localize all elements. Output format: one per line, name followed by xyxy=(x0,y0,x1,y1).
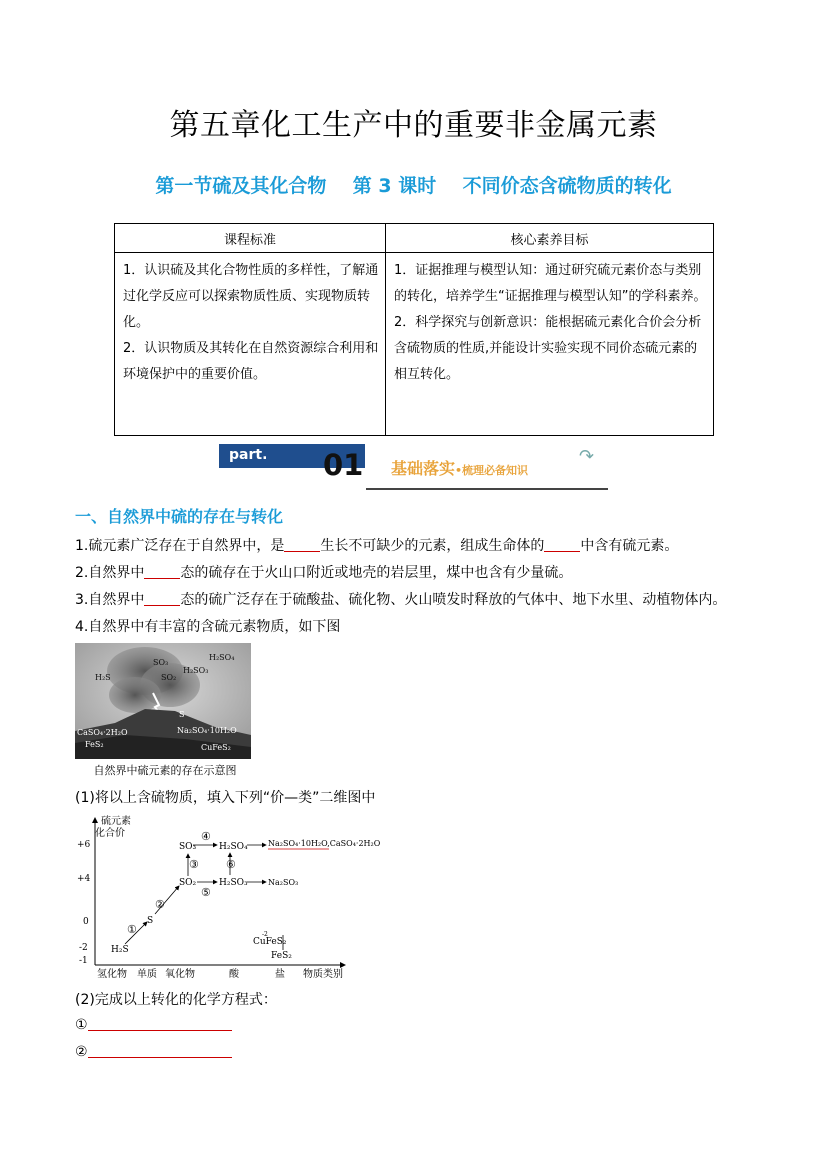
node-h2so3: H₂SO₃ xyxy=(219,878,248,888)
banner-heading xyxy=(391,456,528,479)
node-h2s: H₂S xyxy=(111,945,129,955)
goal-item: 1．证据推理与模型认知：通过研究硫元素价态与类别的转化，培养学生“证据推理与模型认知”的学科素养。 xyxy=(394,263,707,304)
banner-number: 01 xyxy=(323,448,364,482)
standards-cell xyxy=(115,253,386,436)
x-tick: 盐 xyxy=(275,969,285,980)
page-title: 第五章化工生产中的重要非金属元素 xyxy=(169,108,658,143)
banner-underline xyxy=(366,488,608,490)
question-2 xyxy=(75,562,572,582)
equation-marker: ① xyxy=(75,1017,88,1033)
question-text: 态的硫存在于火山口附近或地壳的岩层里，煤中也含有少量硫。 xyxy=(180,565,573,581)
volcano-photo xyxy=(75,643,251,759)
y-tick: -2 xyxy=(79,943,88,953)
step-6: ⑥ xyxy=(226,858,236,871)
question-text: 1.硫元素广泛存在于自然界中，是 xyxy=(75,538,285,554)
answer-blank[interactable] xyxy=(544,537,580,552)
photo-label-so2: SO₂ xyxy=(161,673,177,682)
photo-caption: 自然界中硫元素的存在示意图 xyxy=(93,764,237,777)
lesson-subtitle: 第一节硫及其化合物 第 3 课时 不同价态含硫物质的转化 xyxy=(155,175,672,197)
banner-part-label: part. xyxy=(229,447,268,463)
node-so3: SO₃ xyxy=(179,842,197,852)
node-s: S xyxy=(147,916,154,926)
photo-label-h2so3: H₂SO₃ xyxy=(183,666,209,675)
standard-item: 1．认识硫及其化合物性质的多样性，了解通过化学反应可以探索物质性质、实现物质转化。 xyxy=(123,263,379,330)
y-tick: 0 xyxy=(83,917,89,927)
question-text: 3.自然界中 xyxy=(75,592,145,608)
step-5: ⑤ xyxy=(201,886,211,899)
goal-item: 2．科学探究与创新意识：能根据硫元素化合价会分析含硫物质的性质,并能设计实验实现不同价态硫元素的相互转化。 xyxy=(394,315,702,382)
answer-blank[interactable] xyxy=(88,1043,232,1058)
y-tick: +6 xyxy=(77,840,91,850)
swirl-icon: ↷ xyxy=(579,446,595,467)
sub-question-1: (1)将以上含硫物质，填入下列“价—类”二维图中 xyxy=(75,790,376,806)
banner-dot: • xyxy=(455,464,463,477)
y-tick: -1 xyxy=(79,956,88,966)
banner-small-text: 梳理必备知识 xyxy=(462,464,529,477)
column-header-standards: 课程标准 xyxy=(115,224,386,253)
y-tick: +4 xyxy=(77,874,91,884)
question-text: 中含有硫元素。 xyxy=(580,538,679,554)
x-tick: 单质 xyxy=(137,969,157,980)
node-h2so4: H₂SO₄ xyxy=(219,842,248,852)
node-fes2: FeS₂ xyxy=(271,951,292,961)
photo-label-cufes2: CuFeS₂ xyxy=(201,743,231,752)
step-2: ② xyxy=(155,898,165,911)
node-cufes2: CuFeS₂ xyxy=(253,937,287,947)
x-tick: 氧化物 xyxy=(165,969,195,980)
answer-blank[interactable] xyxy=(144,564,180,579)
part-banner xyxy=(219,444,609,494)
photo-label-fes2: FeS₂ xyxy=(85,740,104,749)
question-4: 4.自然界中有丰富的含硫元素物质，如下图 xyxy=(75,619,341,635)
sub-question-2: (2)完成以上转化的化学方程式： xyxy=(75,992,277,1008)
question-text: 2.自然界中 xyxy=(75,565,145,581)
photo-label-h2s: H₂S xyxy=(95,673,111,682)
question-1 xyxy=(75,535,678,555)
question-3 xyxy=(75,589,726,609)
step-3: ③ xyxy=(189,858,199,871)
node-sulfate-salts: Na₂SO₄·10H₂O,CaSO₄·2H₂O xyxy=(268,839,381,848)
node-cu-valence: -2 xyxy=(262,931,268,938)
photo-label-caso4: CaSO₄·2H₂O xyxy=(77,728,128,737)
photo-label-na2so4: Na₂SO₄·10H₂O xyxy=(177,726,237,735)
photo-label-h2so4: H₂SO₄ xyxy=(209,653,235,662)
photo-label-s: S xyxy=(179,710,185,719)
answer-blank[interactable] xyxy=(88,1016,232,1031)
valence-category-diagram xyxy=(75,810,400,985)
question-text: 态的硫广泛存在于硫酸盐、硫化物、火山喷发时释放的气体中、地下水里、动植物体内。 xyxy=(180,592,727,608)
x-tick: 酸 xyxy=(229,969,239,980)
x-axis-label: 物质类别 xyxy=(303,969,343,980)
goals-cell xyxy=(386,253,714,436)
equation-1 xyxy=(75,1016,232,1033)
question-text: 生长不可缺少的元素，组成生命体的 xyxy=(320,538,545,554)
photo-label-so3: SO₃ xyxy=(153,658,169,667)
node-so2: SO₂ xyxy=(179,878,197,888)
x-tick: 氢化物 xyxy=(97,969,127,980)
equation-marker: ② xyxy=(75,1044,88,1060)
standards-table xyxy=(114,223,714,436)
y-axis-label-part: 化合价 xyxy=(95,828,125,839)
step-4: ④ xyxy=(201,830,211,843)
answer-blank[interactable] xyxy=(284,537,320,552)
step-1: ① xyxy=(127,923,137,936)
banner-main-text: 基础落实 xyxy=(391,459,456,478)
standard-item: 2．认识物质及其转化在自然资源综合利用和环境保护中的重要价值。 xyxy=(123,341,379,382)
section-heading: 一、自然界中硫的存在与转化 xyxy=(75,507,284,526)
y-axis-label-part: 硫元素 xyxy=(101,816,131,827)
column-header-goals: 核心素养目标 xyxy=(386,224,714,253)
node-na2so3: Na₂SO₃ xyxy=(268,878,299,887)
answer-blank[interactable] xyxy=(144,591,180,606)
equation-2 xyxy=(75,1043,232,1060)
